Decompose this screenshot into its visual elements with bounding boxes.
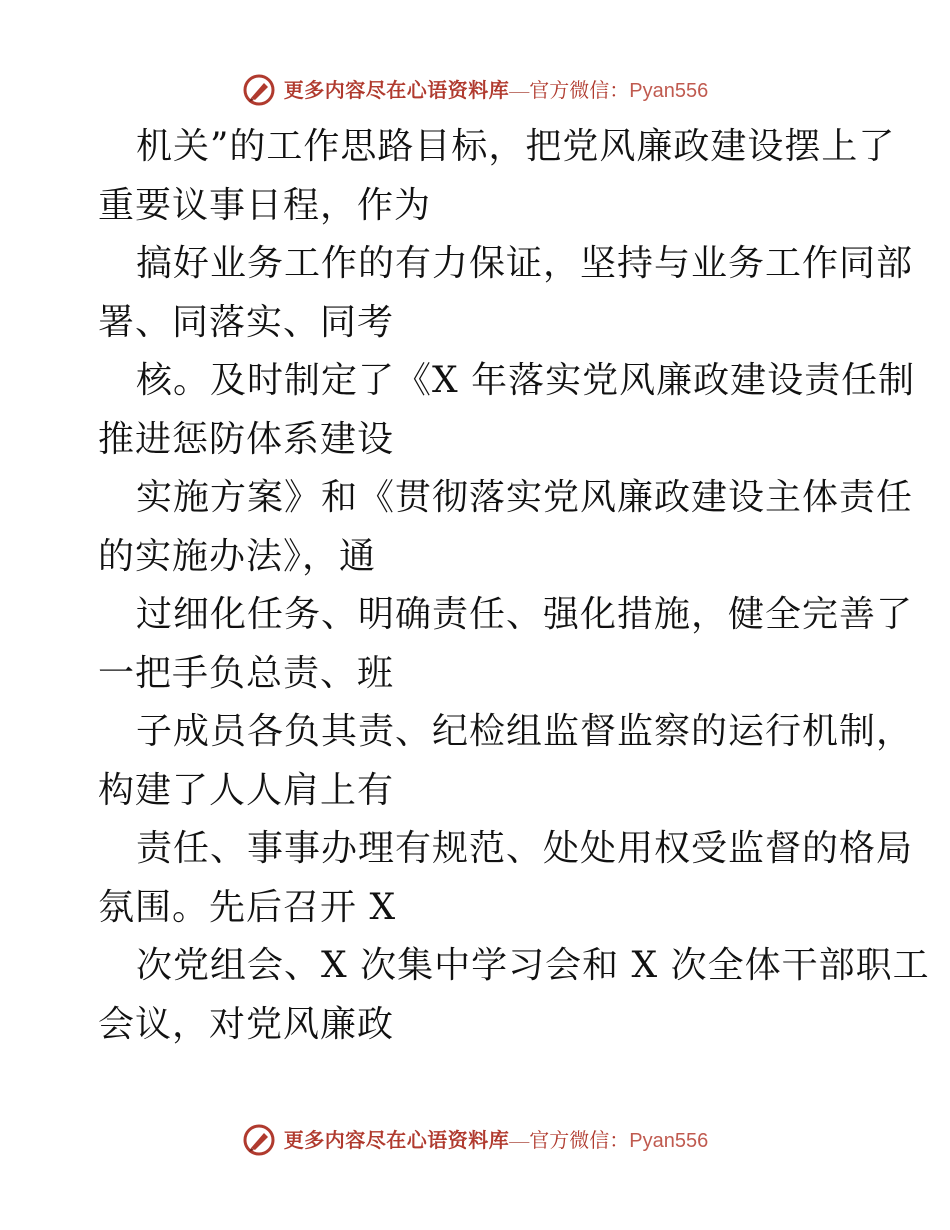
text-line: 子成员各负其责、纪检组监督监察的运行机制， bbox=[136, 711, 914, 752]
text-line: 次党组会、X 次集中学习会和 X 次全体干部职工 bbox=[136, 945, 930, 986]
text-line: 署、同落实、同考 bbox=[98, 301, 395, 343]
text-line: 搞好业务工作的有力保证，坚持与业务工作同部 bbox=[136, 243, 914, 284]
watermark-sub-text: 官方微信： bbox=[529, 1129, 630, 1152]
text-line: 重要议事日程，作为 bbox=[98, 184, 432, 226]
pen-logo-icon bbox=[242, 73, 276, 107]
document-body bbox=[98, 118, 930, 1054]
text-line: 构建了人人肩上有 bbox=[98, 769, 395, 811]
footer-watermark bbox=[0, 1120, 950, 1160]
watermark-handle: Pyan556 bbox=[629, 1129, 709, 1152]
text-line: 氛围。先后召开 X bbox=[98, 886, 397, 928]
text-line: 一把手负总责、班 bbox=[98, 652, 395, 694]
watermark-dash: — bbox=[509, 1129, 530, 1152]
text-line: 责任、事事办理有规范、处处用权受监督的格局 bbox=[136, 828, 914, 869]
watermark-dash: — bbox=[509, 79, 530, 102]
header-watermark bbox=[0, 70, 950, 110]
watermark-main-text: 更多内容尽在心语资料库 bbox=[283, 1127, 510, 1152]
text-line: 过细化任务、明确责任、强化措施，健全完善了 bbox=[136, 594, 914, 635]
watermark-sub-text: 官方微信： bbox=[529, 79, 630, 102]
watermark-main-text: 更多内容尽在心语资料库 bbox=[283, 77, 510, 102]
text-line: 推进惩防体系建设 bbox=[98, 418, 395, 460]
text-line: 机关”的工作思路目标，把党风廉政建设摆上了 bbox=[136, 126, 896, 167]
text-line: 的实施办法》，通 bbox=[98, 535, 377, 577]
text-line: 会议，对党风廉政 bbox=[98, 1003, 395, 1045]
text-line: 实施方案》和《贯彻落实党风廉政建设主体责任 bbox=[136, 477, 914, 518]
watermark-text bbox=[283, 1127, 709, 1152]
watermark-text bbox=[283, 77, 709, 102]
text-line: 核。及时制定了《X 年落实党风廉政建设责任制 bbox=[136, 360, 916, 401]
watermark-handle: Pyan556 bbox=[629, 79, 709, 102]
pen-logo-icon bbox=[242, 1123, 276, 1157]
